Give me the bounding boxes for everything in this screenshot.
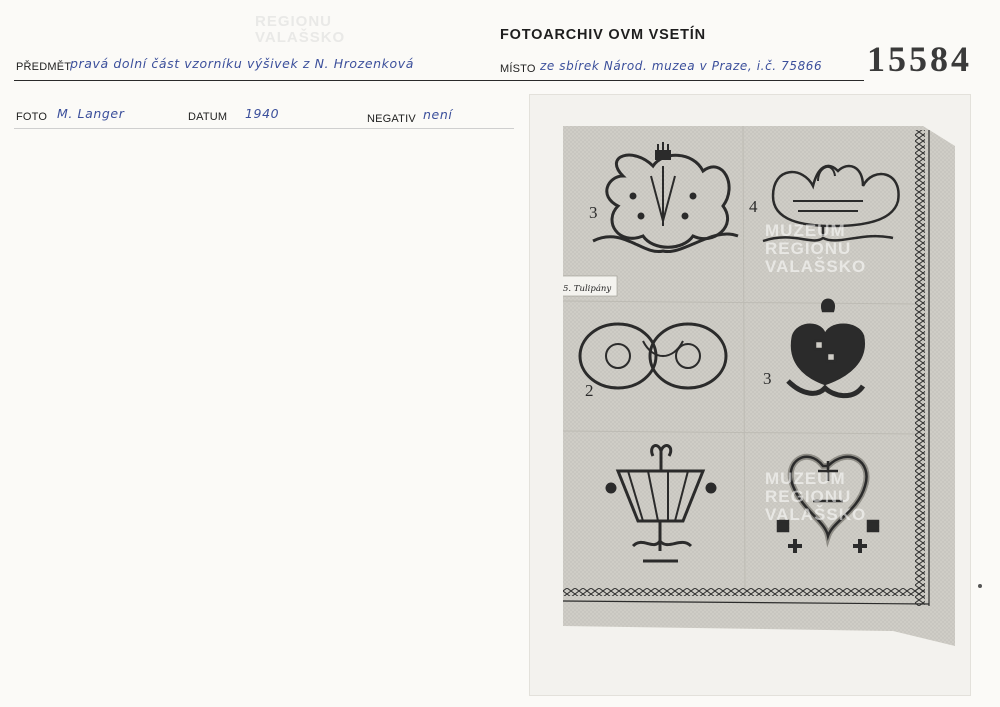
foto-label: FOTO: [16, 111, 48, 123]
negativ-label: NEGATIV: [367, 113, 416, 125]
foto-value: M. Langer: [57, 106, 125, 121]
right-border-hem: [915, 130, 925, 606]
watermark-line-2b: REGIONU: [765, 486, 852, 506]
binder-hole: [978, 584, 982, 588]
registry-number: 15584: [867, 39, 972, 79]
photo-watermark-lower: [765, 470, 866, 524]
watermark-line-3: VALAŠSKO: [765, 256, 867, 276]
motif-number-4: 4: [749, 197, 758, 216]
watermark-line-2: REGIONU: [765, 238, 852, 258]
motif-number-2: 2: [585, 381, 594, 400]
tulipany-tag-label: 5. Tulipány: [563, 284, 612, 294]
motif-number-3b: 3: [763, 369, 772, 388]
bottom-border-hem: [563, 588, 925, 596]
datum-label: DATUM: [188, 111, 228, 123]
negativ-value: není: [423, 107, 453, 122]
predmet-value: pravá dolní část vzorníku výšivek z N. Hrozenková: [70, 56, 414, 71]
watermark-line-3b: VALAŠSKO: [765, 504, 867, 524]
misto-value: ze sbírek Národ. muzea v Praze, i.č. 75866: [540, 59, 823, 73]
watermark-line-1b: MUZEUM: [765, 469, 846, 488]
archive-title: FOTOARCHIV OVM VSETÍN: [500, 27, 706, 43]
predmet-label: PŘEDMĚT: [16, 61, 72, 73]
misto-label: MÍSTO: [500, 63, 536, 75]
field-rule-2: [14, 128, 514, 129]
motif-number-3a: 3: [589, 203, 598, 222]
field-rule-1: [14, 80, 864, 81]
embroidery-sampler-photo: [563, 126, 955, 646]
datum-value: 1940: [245, 106, 280, 121]
watermark-line-1: MUZEUM: [765, 221, 846, 240]
photo-watermark-upper: [765, 222, 866, 276]
top-watermark: REGIONU VALAŠSKO: [255, 13, 346, 46]
